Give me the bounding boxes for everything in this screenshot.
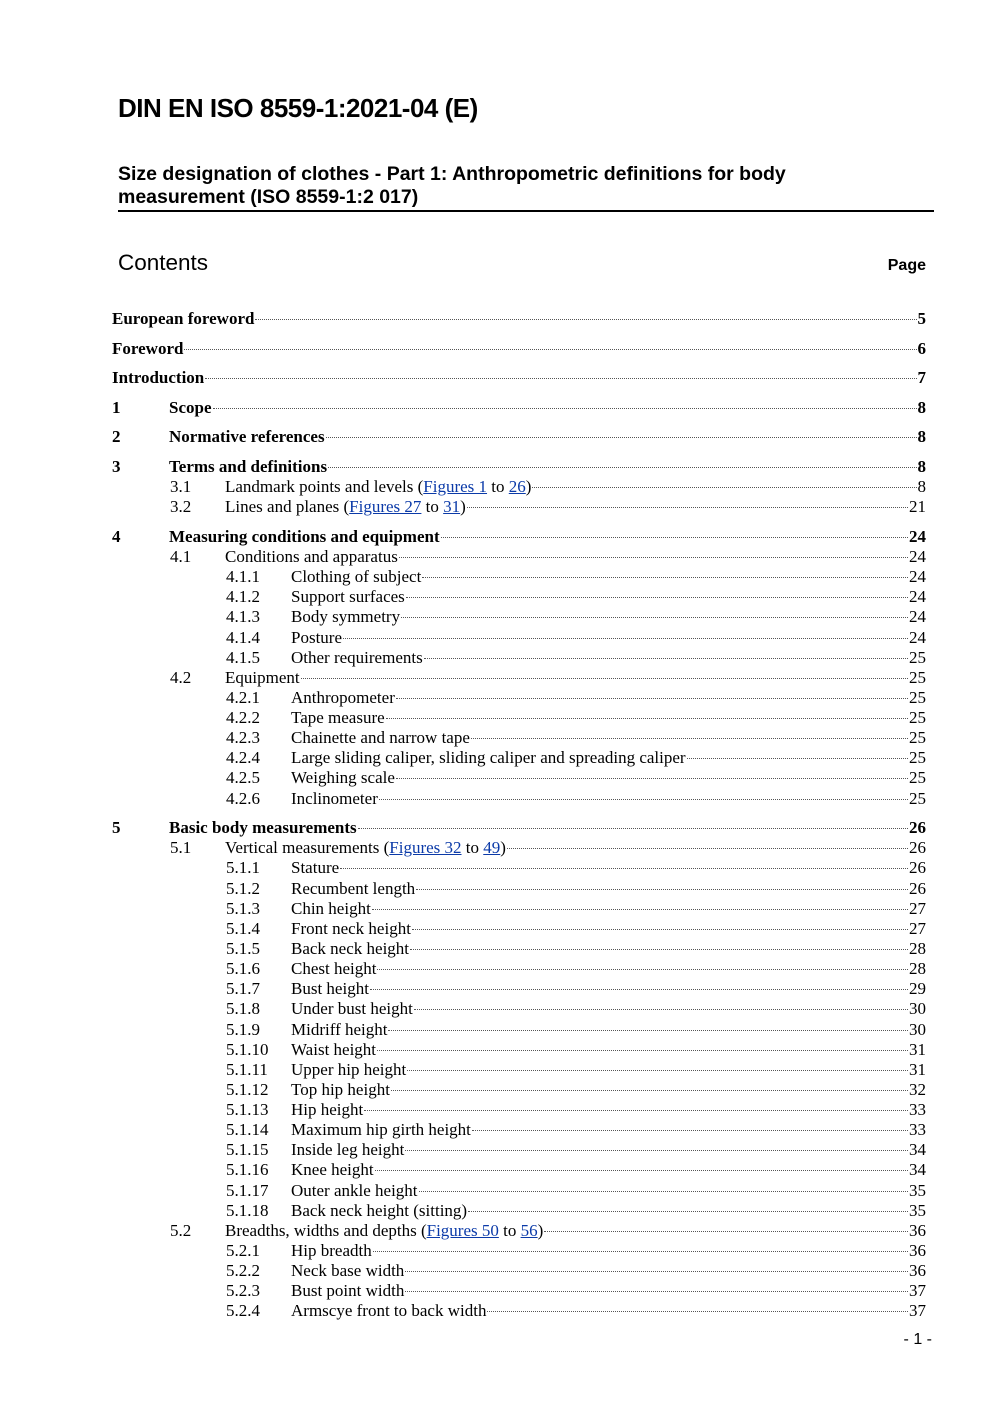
toc-entry-page: 28 xyxy=(909,938,926,958)
toc-entry[interactable] xyxy=(226,999,926,1019)
figure-link[interactable]: Figures 50 xyxy=(426,1220,499,1240)
dot-leader xyxy=(410,949,908,950)
toc-entry[interactable] xyxy=(226,708,926,728)
toc-entry-number: 4.2.3 xyxy=(226,728,260,748)
toc-entry[interactable] xyxy=(226,728,926,748)
toc-entry[interactable] xyxy=(226,858,926,878)
toc-entry-number: 5.2.3 xyxy=(226,1281,260,1301)
dot-leader xyxy=(468,1211,908,1212)
toc-entry-number: 5.2.2 xyxy=(226,1261,260,1280)
figure-link[interactable]: 49 xyxy=(483,838,501,858)
toc-entry-number: 5.1.11 xyxy=(226,1059,268,1079)
toc-entry-number: 5.2.1 xyxy=(226,1240,260,1260)
toc-entry[interactable] xyxy=(112,427,926,447)
toc-entry-page: 25 xyxy=(909,687,926,707)
toc-entry-label: Maximum hip girth height xyxy=(291,1120,471,1140)
toc-entry[interactable] xyxy=(226,879,926,899)
toc-entry-page: 36 xyxy=(909,1261,926,1280)
dot-leader xyxy=(424,658,908,659)
toc-entry[interactable] xyxy=(226,1060,926,1080)
toc-entry-page: 24 xyxy=(909,526,926,546)
dot-leader xyxy=(358,828,908,829)
toc-entry-page: 32 xyxy=(909,1079,926,1099)
toc-entry[interactable] xyxy=(226,1120,926,1140)
toc-entry-page: 8 xyxy=(917,397,926,417)
toc-entry-label: Knee height xyxy=(291,1160,374,1180)
dot-leader xyxy=(340,868,908,869)
toc-entry-label: Midriff height xyxy=(291,1019,388,1039)
toc-entry-page: 24 xyxy=(909,627,926,647)
toc-entry-page: 35 xyxy=(909,1200,926,1220)
toc-entry-number: 5.1.7 xyxy=(226,979,260,999)
toc-entry-number: 4.1 xyxy=(170,547,192,566)
toc-entry-label: Body symmetry xyxy=(291,607,401,627)
toc-entry-page: 28 xyxy=(909,959,926,979)
toc-entry[interactable] xyxy=(112,527,926,547)
dot-leader xyxy=(441,537,908,538)
dot-leader xyxy=(255,319,916,320)
toc-entry-number: 5.1.17 xyxy=(226,1180,269,1200)
toc-entry-label: Chest height xyxy=(291,959,377,979)
toc-entry-page: 30 xyxy=(909,1019,926,1039)
toc-entry-page: 33 xyxy=(909,1100,926,1119)
toc-entry-page: 25 xyxy=(909,647,926,667)
toc-entry-label-text: Landmark points and levels ( xyxy=(225,477,424,497)
dot-leader xyxy=(375,1170,908,1171)
dot-leader xyxy=(401,617,908,618)
toc-entry-number: 4.2.2 xyxy=(226,708,260,727)
toc-entry[interactable] xyxy=(226,628,926,648)
toc-entry[interactable] xyxy=(226,768,926,788)
toc-entry[interactable] xyxy=(112,368,926,388)
toc-entry[interactable] xyxy=(170,547,926,567)
toc-entry-label-text: Vertical measurements ( xyxy=(225,838,390,858)
toc-entry-page: 31 xyxy=(909,1039,926,1059)
toc-entry-number: 5.1.3 xyxy=(226,898,260,918)
toc-entry-page: 26 xyxy=(909,818,926,838)
toc-entry[interactable] xyxy=(226,1201,926,1221)
toc-entry[interactable] xyxy=(226,1261,926,1281)
toc-entry-page: 24 xyxy=(909,567,926,587)
toc-entry[interactable] xyxy=(170,838,926,858)
toc-entry-page: 37 xyxy=(909,1281,926,1301)
toc-entry-page: 29 xyxy=(909,979,926,999)
dot-leader xyxy=(372,909,908,910)
dot-leader xyxy=(326,437,917,438)
toc-entry-number: 4.1.5 xyxy=(226,647,260,667)
toc-entry[interactable] xyxy=(226,587,926,607)
toc-entry-number: 3 xyxy=(112,457,121,476)
toc-entry-label-text: ) xyxy=(525,477,532,497)
toc-entry-page: 36 xyxy=(909,1220,926,1240)
toc-entry-page: 31 xyxy=(909,1059,926,1079)
toc-entry-label-text: ) xyxy=(537,1220,544,1240)
toc-entry-page: 34 xyxy=(909,1140,926,1160)
dot-leader xyxy=(373,1251,908,1252)
toc-entry-number: 5.1.8 xyxy=(226,999,260,1019)
toc-entry-page: 34 xyxy=(909,1160,926,1180)
dot-leader xyxy=(396,778,908,779)
toc-entry[interactable] xyxy=(112,818,926,838)
dot-leader xyxy=(507,848,908,849)
toc-entry[interactable] xyxy=(226,648,926,668)
toc-entry-number: 5.1.6 xyxy=(226,959,260,979)
toc-entry-page: 26 xyxy=(909,858,926,878)
toc-entry-label: Conditions and apparatus xyxy=(225,547,398,566)
toc-entry-page: 35 xyxy=(909,1180,926,1200)
toc-entry-label: Bust height xyxy=(291,979,369,999)
toc-entry-number: 1 xyxy=(112,397,121,417)
toc-entry-page: 21 xyxy=(909,497,926,517)
toc-entry[interactable] xyxy=(226,1020,926,1040)
dot-leader xyxy=(399,557,908,558)
toc-entry[interactable] xyxy=(112,309,926,329)
dot-leader xyxy=(301,678,908,679)
dot-leader xyxy=(414,1009,908,1010)
toc-entry-number: 5.1 xyxy=(170,838,192,858)
toc-entry-number: 5.1.18 xyxy=(226,1200,269,1220)
toc-entry[interactable] xyxy=(226,1140,926,1160)
toc-entry-label: Stature xyxy=(291,858,340,878)
toc-entry-label-text: to xyxy=(498,1220,521,1240)
dot-leader xyxy=(405,1291,908,1292)
toc-entry-page: 25 xyxy=(909,788,926,808)
toc-entry-number: 3.1 xyxy=(170,477,192,497)
toc-entry-page: 8 xyxy=(917,477,926,497)
dot-leader xyxy=(364,1110,908,1111)
toc-entry[interactable] xyxy=(226,688,926,708)
dot-leader xyxy=(391,1090,908,1091)
toc-entry-page: 25 xyxy=(909,728,926,748)
toc-entry-label xyxy=(225,497,466,517)
toc-entry-label: Hip height xyxy=(291,1100,364,1119)
dot-leader xyxy=(407,1070,908,1071)
toc-entry-number: 4.2 xyxy=(170,667,192,687)
toc-entry-number: 5.1.2 xyxy=(226,878,260,898)
toc-entry-label-text: to xyxy=(487,477,509,497)
toc-entry-page: 33 xyxy=(909,1120,926,1140)
page-number: - 1 - xyxy=(903,1331,932,1348)
dot-leader xyxy=(416,889,908,890)
toc-entry-page: 36 xyxy=(909,1240,926,1260)
toc-entry-label: Measuring conditions and equipment xyxy=(169,526,440,546)
toc-entry-page: 26 xyxy=(909,838,926,858)
dot-leader xyxy=(405,1150,908,1151)
toc-entry-label: Tape measure xyxy=(291,708,385,727)
toc-entry[interactable] xyxy=(170,477,926,497)
figure-link[interactable]: Figures 1 xyxy=(423,477,488,497)
dot-leader xyxy=(213,408,917,409)
toc-entry-page: 27 xyxy=(909,918,926,938)
page-column-label: Page xyxy=(887,257,926,274)
figure-link[interactable]: 56 xyxy=(520,1220,538,1240)
toc-entry-label: Front neck height xyxy=(291,918,411,938)
dot-leader xyxy=(472,1130,908,1131)
toc-entry-number: 5 xyxy=(112,818,121,838)
toc-entry[interactable] xyxy=(226,567,926,587)
figure-link[interactable]: 31 xyxy=(443,497,461,517)
dot-leader xyxy=(379,799,908,800)
toc-entry-label: Scope xyxy=(169,397,212,417)
toc-entry-number: 4.2.4 xyxy=(226,748,260,768)
toc-entry-page: 8 xyxy=(917,427,926,447)
toc-entry-page: 24 xyxy=(909,607,926,627)
toc-entry[interactable] xyxy=(112,457,926,477)
dot-leader xyxy=(687,758,908,759)
toc-entry-label-text: Breadths, widths and depths ( xyxy=(225,1220,427,1240)
figure-link[interactable]: Figures 27 xyxy=(349,497,422,517)
toc-entry-number: 5.1.16 xyxy=(226,1160,269,1180)
toc-entry[interactable] xyxy=(226,1281,926,1301)
toc-entry-page: 25 xyxy=(909,667,926,687)
toc-entry-number: 5.1.13 xyxy=(226,1100,269,1119)
toc-entry-number: 4.1.4 xyxy=(226,627,260,647)
toc-entry-label-text: ) xyxy=(460,497,466,517)
toc-entry-label: Anthropometer xyxy=(291,687,395,707)
toc-entry-page: 8 xyxy=(917,457,926,476)
dot-leader xyxy=(412,929,908,930)
dot-leader xyxy=(422,577,908,578)
dot-leader xyxy=(343,638,908,639)
toc-entry-label xyxy=(225,838,506,858)
toc-entry-page: 27 xyxy=(909,898,926,918)
dot-leader xyxy=(487,1311,908,1312)
toc-entry-label: Normative references xyxy=(169,427,325,447)
document-subtitle: Size designation of clothes - Part 1: Anthropometric definitions for body measurement (ISO 8559-1:2 017) xyxy=(118,163,786,208)
toc-entry-page: 25 xyxy=(909,748,926,768)
toc-entry-number: 5.1.9 xyxy=(226,1019,260,1039)
toc-entry[interactable] xyxy=(170,668,926,688)
toc-entry-label xyxy=(225,1221,543,1241)
toc-entry[interactable] xyxy=(226,1080,926,1100)
toc-entry-page: 37 xyxy=(909,1301,926,1321)
toc-entry-label xyxy=(225,477,531,497)
dot-leader xyxy=(419,1191,908,1192)
dot-leader xyxy=(377,1050,908,1051)
toc-entry-label: Back neck height xyxy=(291,938,410,958)
toc-entry[interactable] xyxy=(226,1301,926,1321)
toc-entry-label: Under bust height xyxy=(291,999,413,1019)
dot-leader xyxy=(471,738,908,739)
dot-leader xyxy=(386,718,908,719)
dot-leader xyxy=(184,349,916,350)
toc-entry[interactable] xyxy=(226,1040,926,1060)
dot-leader xyxy=(544,1231,908,1232)
toc-entry-label: Waist height xyxy=(291,1039,377,1059)
toc-entry-label: Weighing scale xyxy=(291,768,395,788)
dot-leader xyxy=(532,487,916,488)
toc-entry-label: Equipment xyxy=(225,667,300,687)
toc-entry[interactable] xyxy=(226,919,926,939)
toc-entry-label: Introduction xyxy=(112,368,205,388)
toc-entry[interactable] xyxy=(226,1181,926,1201)
toc-entry-page: 5 xyxy=(917,309,926,328)
toc-entry-number: 5.1.5 xyxy=(226,938,260,958)
toc-entry-label-text: ) xyxy=(500,838,506,858)
dot-leader xyxy=(405,1271,908,1272)
toc-entry[interactable] xyxy=(170,1221,926,1241)
toc-entry-number: 5.2 xyxy=(170,1220,192,1240)
toc-entry-label: Upper hip height xyxy=(291,1059,407,1079)
toc-entry-label-text: to xyxy=(421,497,444,517)
toc-entry[interactable] xyxy=(226,748,926,768)
toc-entry-label: Foreword xyxy=(112,338,184,358)
toc-entry-number: 4.2.5 xyxy=(226,768,260,788)
toc-entry-number: 4.2.6 xyxy=(226,788,260,808)
toc-entry-label: Inclinometer xyxy=(291,788,378,808)
contents-heading: Contents xyxy=(118,250,209,275)
toc-entry-page: 26 xyxy=(909,878,926,898)
toc-entry-number: 5.2.4 xyxy=(226,1301,260,1321)
toc-entry-page: 24 xyxy=(909,587,926,607)
dot-leader xyxy=(328,467,916,468)
toc-entry-number: 4.1.2 xyxy=(226,587,260,607)
toc-entry-number: 5.1.14 xyxy=(226,1120,269,1140)
toc-entry[interactable] xyxy=(226,607,926,627)
toc-entry-label: Neck base width xyxy=(291,1261,405,1280)
toc-entry-page: 30 xyxy=(909,999,926,1019)
figure-link[interactable]: Figures 32 xyxy=(389,838,462,858)
dot-leader xyxy=(467,507,908,508)
toc-entry-number: 4.1.1 xyxy=(226,567,260,587)
toc-entry-label: Support surfaces xyxy=(291,587,405,607)
toc-entry[interactable] xyxy=(112,398,926,418)
toc-entry-label: Chin height xyxy=(291,898,371,918)
toc-entry-label: European foreword xyxy=(112,309,255,328)
toc-entry-page: 7 xyxy=(917,368,926,388)
toc-entry-page: 6 xyxy=(917,338,926,358)
toc-entry-label: Other requirements xyxy=(291,647,423,667)
toc-entry-number: 4 xyxy=(112,526,121,546)
toc-entry-number: 5.1.4 xyxy=(226,918,260,938)
toc-entry-label: Armscye front to back width xyxy=(291,1301,487,1321)
toc-entry[interactable] xyxy=(226,899,926,919)
toc-entry-number: 3.2 xyxy=(170,497,192,517)
toc-entry[interactable] xyxy=(226,1241,926,1261)
toc-entry[interactable] xyxy=(112,339,926,359)
dot-leader xyxy=(377,969,908,970)
toc-entry-label: Basic body measurements xyxy=(169,818,357,838)
toc-entry[interactable] xyxy=(226,1160,926,1180)
dot-leader xyxy=(396,698,908,699)
toc-entry[interactable] xyxy=(226,959,926,979)
toc-entry-label: Bust point width xyxy=(291,1281,405,1301)
toc-entry-label: Outer ankle height xyxy=(291,1180,418,1200)
toc-entry-page: 24 xyxy=(909,547,926,566)
toc-entry-number: 2 xyxy=(112,427,121,447)
toc-entry-label: Chainette and narrow tape xyxy=(291,728,470,748)
toc-entry-label: Hip breadth xyxy=(291,1240,372,1260)
toc-entry-number: 5.1.10 xyxy=(226,1039,269,1059)
toc-entry[interactable] xyxy=(226,979,926,999)
toc-entry-page: 25 xyxy=(909,708,926,727)
toc-entry[interactable] xyxy=(170,497,926,517)
toc-entry-number: 5.1.15 xyxy=(226,1140,269,1160)
dot-leader xyxy=(388,1030,908,1031)
figure-link[interactable]: 26 xyxy=(508,477,526,497)
dot-leader xyxy=(406,597,908,598)
toc-entry-label: Posture xyxy=(291,627,342,647)
toc-entry-number: 4.2.1 xyxy=(226,687,260,707)
toc-entry-label-text: to xyxy=(461,838,484,858)
toc-entry-label: Terms and definitions xyxy=(169,457,328,476)
toc-entry[interactable] xyxy=(226,939,926,959)
toc-entry-label: Top hip height xyxy=(291,1079,390,1099)
toc-entry-label: Large sliding caliper, sliding caliper and spreading caliper xyxy=(291,748,686,768)
toc-entry-label: Back neck height (sitting) xyxy=(291,1200,468,1220)
toc-entry-number: 4.1.3 xyxy=(226,607,260,627)
document-title: DIN EN ISO 8559-1:2021-04 (E) xyxy=(118,93,478,123)
toc-entry-number: 5.1.12 xyxy=(226,1079,269,1099)
toc-entry-label: Clothing of subject xyxy=(291,567,422,587)
dot-leader xyxy=(370,989,908,990)
toc-entry[interactable] xyxy=(226,789,926,809)
toc-entry-number: 5.1.1 xyxy=(226,858,260,878)
toc-entry-label: Recumbent length xyxy=(291,878,416,898)
toc-entry-label-text: Lines and planes ( xyxy=(225,497,350,517)
toc-entry[interactable] xyxy=(226,1100,926,1120)
dot-leader xyxy=(205,378,916,379)
toc-entry-label: Inside leg height xyxy=(291,1140,405,1160)
toc-entry-page: 25 xyxy=(909,768,926,788)
